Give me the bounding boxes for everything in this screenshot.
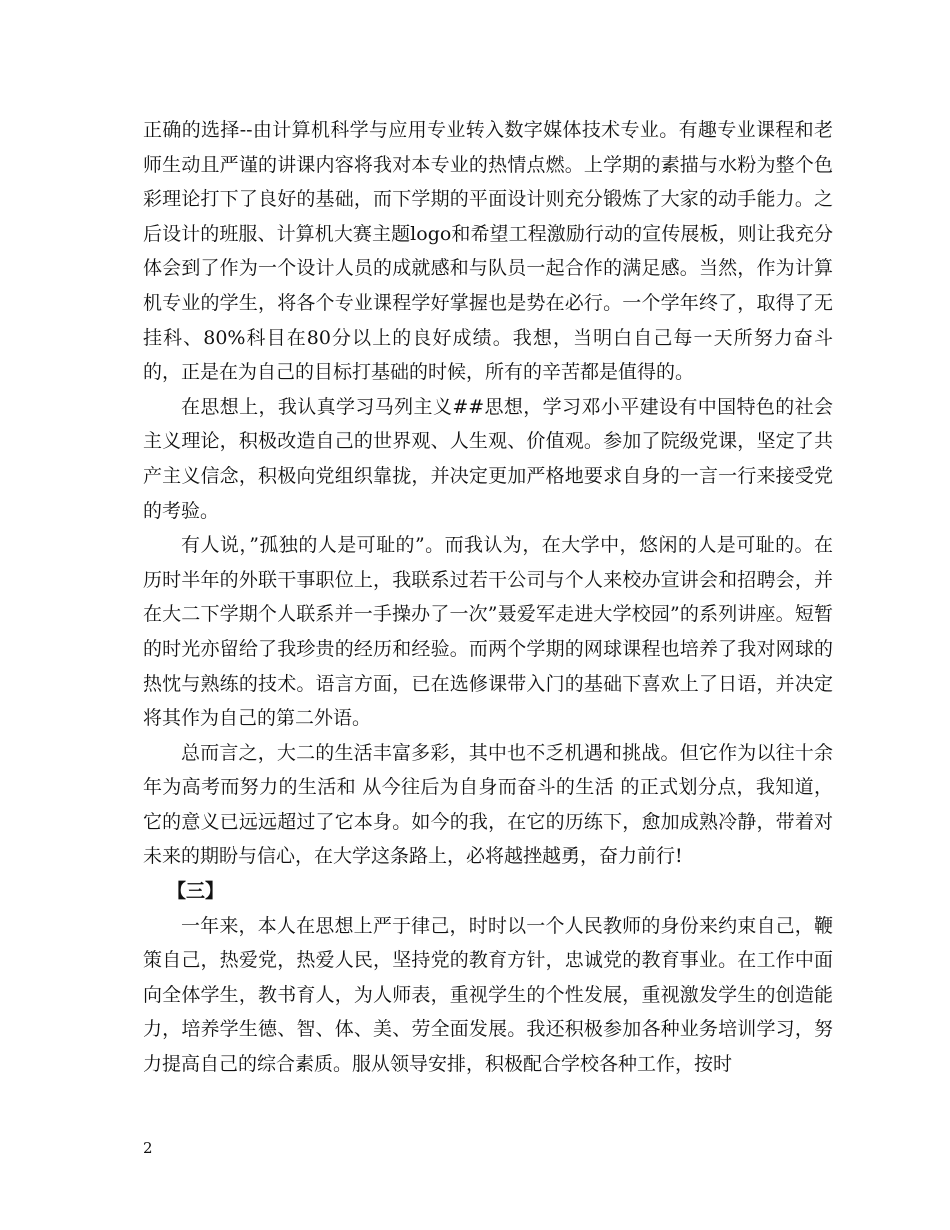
paragraph-4: 总而言之，大二的生活丰富多彩，其中也不乏机遇和挑战。但它作为以往十余年为高考而努力的生活和 从今往后为自身而奋斗的生活 的正式划分点，我知道，它的意义已远远超过了它本身。如今的我，在它的历练下，愈加成熟冷静，带着对未来的期盼与信心，在大学这条路上，必将越挫越勇，奋力前行! <box>143 741 833 868</box>
paragraph-1: 正确的选择--由计算机科学与应用专业转入数字媒体技术专业。有趣专业课程和老师生动且严谨的讲课内容将我对本专业的热情点燃。上学期的素描与水粉为整个色彩理论打下了良好的基础，而下学期的平面设计则充分锻炼了大家的动手能力。之后设计的班服、计算机大赛主题logo和希望工程激励行动的宣传展板，则让我充分体会到了作为一个设计人员的成就感和与队员一起合作的满足感。当然，作为计算机专业的学生，将各个专业课程学好掌握也是势在必行。一个学年终了，取得了无挂科、80%科目在80分以上的良好成绩。我想，当明白自己每一天所努力奋斗的，正是在为自己的目标打基础的时候，所有的辛苦都是值得的。 <box>143 119 833 384</box>
section-heading: 【三】 <box>167 880 225 903</box>
paragraph-2: 在思想上，我认真学习马列主义##思想，学习邓小平建设有中国特色的社会主义理论，积极改造自己的世界观、人生观、价值观。参加了院级党课，坚定了共产主义信念，积极向党组织靠拢，并决定更加严格地要求自身的一言一行来接受党的考验。 <box>143 395 833 522</box>
page-number: 2 <box>143 1139 153 1157</box>
paragraph-5: 一年来，本人在思想上严于律己，时时以一个人民教师的身份来约束自己，鞭策自己，热爱党，热爱人民，坚持党的教育方针，忠诚党的教育事业。在工作中面向全体学生，教书育人，为人师表，重视学生的个性发展，重视激发学生的创造能力，培养学生德、智、体、美、劳全面发展。我还积极参加各种业务培训学习，努力提高自己的综合素质。服从领导安排，积极配合学校各种工作，按时 <box>143 914 833 1076</box>
body-text <box>143 113 833 1082</box>
paragraph-3: 有人说，”孤独的人是可耻的”。而我认为，在大学中，悠闲的人是可耻的。在历时半年的外联干事职位上，我联系过若干公司与个人来校办宣讲会和招聘会，并在大二下学期个人联系并一手操办了一次”聂爱军走进大学校园”的系列讲座。短暂的时光亦留给了我珍贵的经历和经验。而两个学期的网球课程也培养了我对网球的热忱与熟练的技术。语言方面，已在选修课带入门的基础下喜欢上了日语，并决定将其作为自己的第二外语。 <box>143 534 833 730</box>
